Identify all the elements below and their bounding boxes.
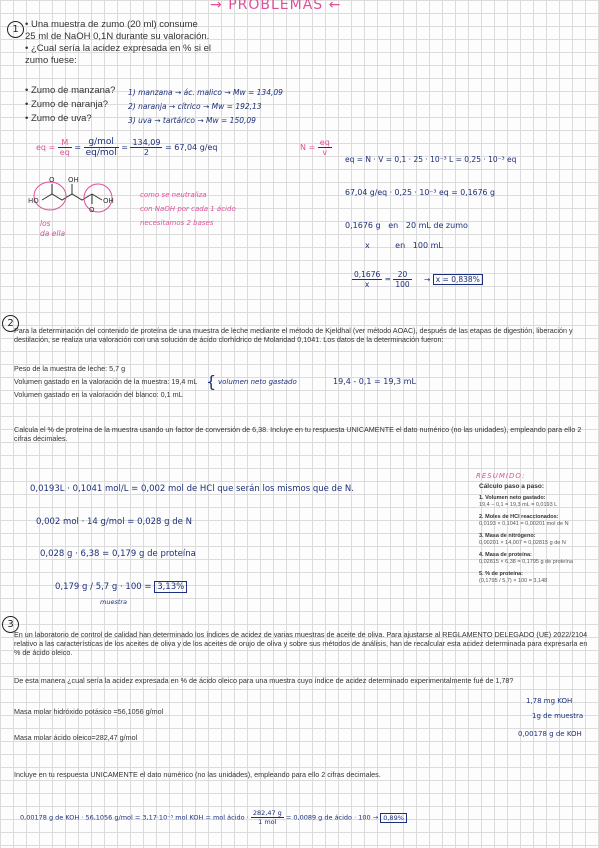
note-manzana: 1) manzana → ác. malico → Mw = 134,09 <box>128 88 283 97</box>
summary-step-1-title: 1. Volumen neto gastado: <box>479 495 546 501</box>
p2-instruction: Calcula el % de proteína de la muestra usando un factor de conversión de 6,38. Incluye en tu respuesta UNICAMENTE el dato numérico (no las unidades), empleando para ello 2 cifras decimales. <box>14 425 582 443</box>
mol-o2-label: O <box>89 206 95 214</box>
p1-notes <box>128 86 283 128</box>
pink-note <box>140 188 236 230</box>
n-lhs: N = <box>300 143 316 152</box>
note-naranja: 2) naranja → cítrico → Mw = 192,13 <box>128 102 262 111</box>
note-uva: 3) uva → tartárico → Mw = 150,09 <box>128 116 256 125</box>
p2-result-box: 3,13% <box>154 581 187 593</box>
p2-line-4-frac: 0,179 g / 5,7 g <box>55 582 118 592</box>
mass-calc: 67,04 g/eq · 0,25 · 10⁻³ eq = 0,1676 g <box>345 188 495 197</box>
eq-frac-1-den: eq <box>59 148 70 157</box>
problem-2-number: 2 <box>2 315 19 332</box>
final-ratio: $\frac{0,1676}{x}$ = $\frac{20}{100}$ → x = 0,838% <box>352 270 483 289</box>
eq-frac-2-num: g/mol <box>84 137 119 148</box>
eq-frac-1 <box>58 138 72 157</box>
p3-mm-oleic: Masa molar ácido oleico=282,47 g/mol <box>14 733 138 742</box>
summary-step-3 <box>479 533 596 547</box>
problem-1-number: 1 <box>7 21 24 38</box>
p3-question: De esta manera ¿cual sería la acidez expresada en % de ácido oleico para una muestra cuyo índice de acidez determinado experimentalmente fué de 1,78? <box>14 676 514 685</box>
p3-final <box>20 809 407 826</box>
eq-frac-3 <box>130 138 162 157</box>
p1-statement-1: Una muestra de zumo (20 ml) consume <box>30 19 198 30</box>
summary-step-3-title: 3. Masa de nitrógeno: <box>479 533 536 539</box>
pink-note-3: necesitamos 2 bases <box>140 219 214 227</box>
summary-step-1 <box>479 495 596 509</box>
p1-question-2: zumo fuese: <box>25 55 77 66</box>
eq-formula: eq = $\frac{M}{eq}$ = $\frac{\text{g/mol}}{\text{eq/mol}}$ = $\frac{134,09}{2}$ = 67,04 g/eq <box>36 137 218 158</box>
ratio-line-2: x en 100 mL <box>365 241 443 250</box>
p2-line-4-mult: · 100 = <box>120 582 152 592</box>
summary-step-3-value: 0,00201 × 14,007 = 0,02815 g de N <box>479 540 566 546</box>
eq-frac-2 <box>84 137 119 158</box>
summary-step-4-title: 4. Masa de proteína: <box>479 552 532 558</box>
eq-frac-2-den: eq/mol <box>85 148 117 158</box>
p2-line-4 <box>55 582 187 592</box>
summary-step-4 <box>479 552 596 566</box>
n-formula <box>300 138 332 157</box>
p3-note-3: 0,00178 g de KOH <box>518 730 582 738</box>
n-den: v <box>322 148 328 157</box>
p3-final-frac-den: 1 mol <box>258 818 277 826</box>
final-frac-1-num: 0,1676 <box>354 270 381 279</box>
p2-line-3: 0,028 g · 6,38 = 0,179 g de proteína <box>40 549 196 559</box>
final-frac-2-num: 20 <box>393 270 411 280</box>
final-frac-1-den: x <box>364 280 370 289</box>
page-title: → PROBLEMAS ← <box>210 0 342 13</box>
p3-mm-koh: Masa molar hidróxido potásico =56,1056 g/mol <box>14 707 164 716</box>
p3-final-a: 0,00178 g de KOH · 56,1056 g/mol = 3,17·10⁻⁵ mol KOH = mol ácido · <box>20 813 249 822</box>
eq-frac-3-num: 134,09 <box>132 138 161 147</box>
p2-data-blank-volume: Volumen gastado en la valoración del blanco: 0,1 mL <box>14 390 183 399</box>
mol-ho-label: HO <box>28 197 39 205</box>
summary-step-2 <box>479 514 596 528</box>
n-frac <box>318 138 332 157</box>
summary-step-5-title: 5. % de proteína: <box>479 571 524 577</box>
bracket-calc: 19,4 - 0,1 = 19,3 mL <box>333 377 416 386</box>
p2-data-weight: Peso de la muestra de leche: 5,7 g <box>14 364 126 373</box>
p2-data <box>14 362 197 401</box>
p2-line-4-sub: muestra <box>100 598 128 606</box>
p1-statement-2: 25 ml de NaOH 0,1N durante su valoración. <box>25 31 210 42</box>
p3-final-b: = 0,0089 g de ácido · 100 → <box>285 813 379 822</box>
p1-statement: • Una muestra de zumo (20 ml) consume 25 ml de NaOH 0,1N durante su valoración. • ¿Cual sería la acidez expresada en % si el zumo fuese: <box>25 19 325 67</box>
summary-panel <box>476 472 596 585</box>
option-uva: Zumo de uva? <box>30 113 92 124</box>
final-result-box: x = 0,838% <box>433 274 483 285</box>
p2-data-sample-volume: Volumen gastado en la valoración de la muestra: 19,4 mL <box>14 377 198 386</box>
bracket-brace: { <box>206 372 217 391</box>
mol-o1-label: O <box>49 176 55 184</box>
pink-note-1: como se neutraliza <box>140 191 207 199</box>
p2-line-1: 0,0193L · 0,1041 mol/L = 0,002 mol de HCl que serán los mismos que de N. <box>30 484 354 494</box>
summary-heading: RESUMIDO: <box>476 472 526 480</box>
p1-question-1: ¿Cual sería la acidez expresada en % si el <box>30 43 212 54</box>
option-manzana: Zumo de manzana? <box>30 85 116 96</box>
p3-note-1: 1,78 mg KOH <box>526 697 573 705</box>
pink-side-note: los da ella <box>40 219 66 238</box>
mol-oh2-label: OH <box>103 197 114 205</box>
ratio-line-1: 0,1676 g en 20 mL de zumo <box>345 221 468 230</box>
problem-3-number: 3 <box>2 616 19 633</box>
summary-step-2-value: 0,0193 × 0,1041 = 0,00201 mol de N <box>479 521 569 527</box>
p3-instruction: Incluye en tu respuesta UNICAMENTE el dato numérico (no las unidades), empleando para ello 2 cifras decimales. <box>14 770 381 779</box>
pink-note-2: con NaOH por cada 1 ácido <box>140 205 236 213</box>
p3-final-frac-num: 282,47 g <box>252 809 282 817</box>
eq-frac-3-den: 2 <box>143 148 149 157</box>
p3-result-box: 0,89% <box>380 813 407 823</box>
final-frac-1 <box>352 270 382 289</box>
summary-step-1-value: 19,4 − 0,1 = 19,3 mL = 0,0193 L <box>479 502 558 508</box>
final-frac-2-den: 100 <box>395 280 410 289</box>
p3-intro: En un laboratorio de control de calidad han determinado los índices de acidez de varias muestras de aceite de oliva. Para ajustarse al REGLAMENTO DELEGADO (UE) 2022/2104 relativo a las características de los aceites de oliva y de los aceites de orujo de oliva y sobre sus métodos de análisis, han de recalcular esta acidez determinada para expresarla en % de ácido oleico. <box>14 630 588 657</box>
n-num: eq <box>319 138 330 147</box>
mol-oh-label: OH <box>68 176 79 184</box>
eq-nv: eq = N · V = 0,1 · 25 · 10⁻³ L = 0,25 · 10⁻³ eq <box>345 155 517 164</box>
final-frac-2 <box>393 270 411 289</box>
final-arrow: → <box>424 274 431 284</box>
summary-title: Cálculo paso a paso: <box>479 483 545 490</box>
summary-step-2-title: 2. Moles de HCl reaccionados: <box>479 514 559 520</box>
eq-lhs: eq = <box>36 143 56 152</box>
p3-final-frac <box>251 809 284 826</box>
summary-step-5 <box>479 571 596 585</box>
malic-acid-structure <box>28 170 138 220</box>
summary-step-5-value: (0,1795 / 5,7) × 100 = 3,148 <box>479 578 548 584</box>
p2-line-2: 0,002 mol · 14 g/mol = 0,028 g de N <box>36 517 192 527</box>
option-naranja: Zumo de naranja? <box>30 99 109 110</box>
eq-result: = 67,04 g/eq <box>165 143 218 152</box>
p2-intro: Para la determinación del contenido de proteína de una muestra de leche mediante el método de Kjeldhal (ver método AOAC), después de las etapas de digestión, liberación y destilación, se realiza una valoración con una solución de ácido clorhídrico de Molaridad 0,1041. Los datos de la determinación fueron: <box>14 326 573 344</box>
eq-frac-1-num: M <box>58 138 72 148</box>
bracket-note: volumen neto gastado <box>218 378 297 386</box>
summary-step-4-value: 0,02815 × 6,38 = 0,1795 g de proteína <box>479 559 573 565</box>
p3-note-2: 1g de muestra <box>532 712 584 720</box>
p1-options: • Zumo de manzana? • Zumo de naranja? • Zumo de uva? <box>25 85 116 124</box>
